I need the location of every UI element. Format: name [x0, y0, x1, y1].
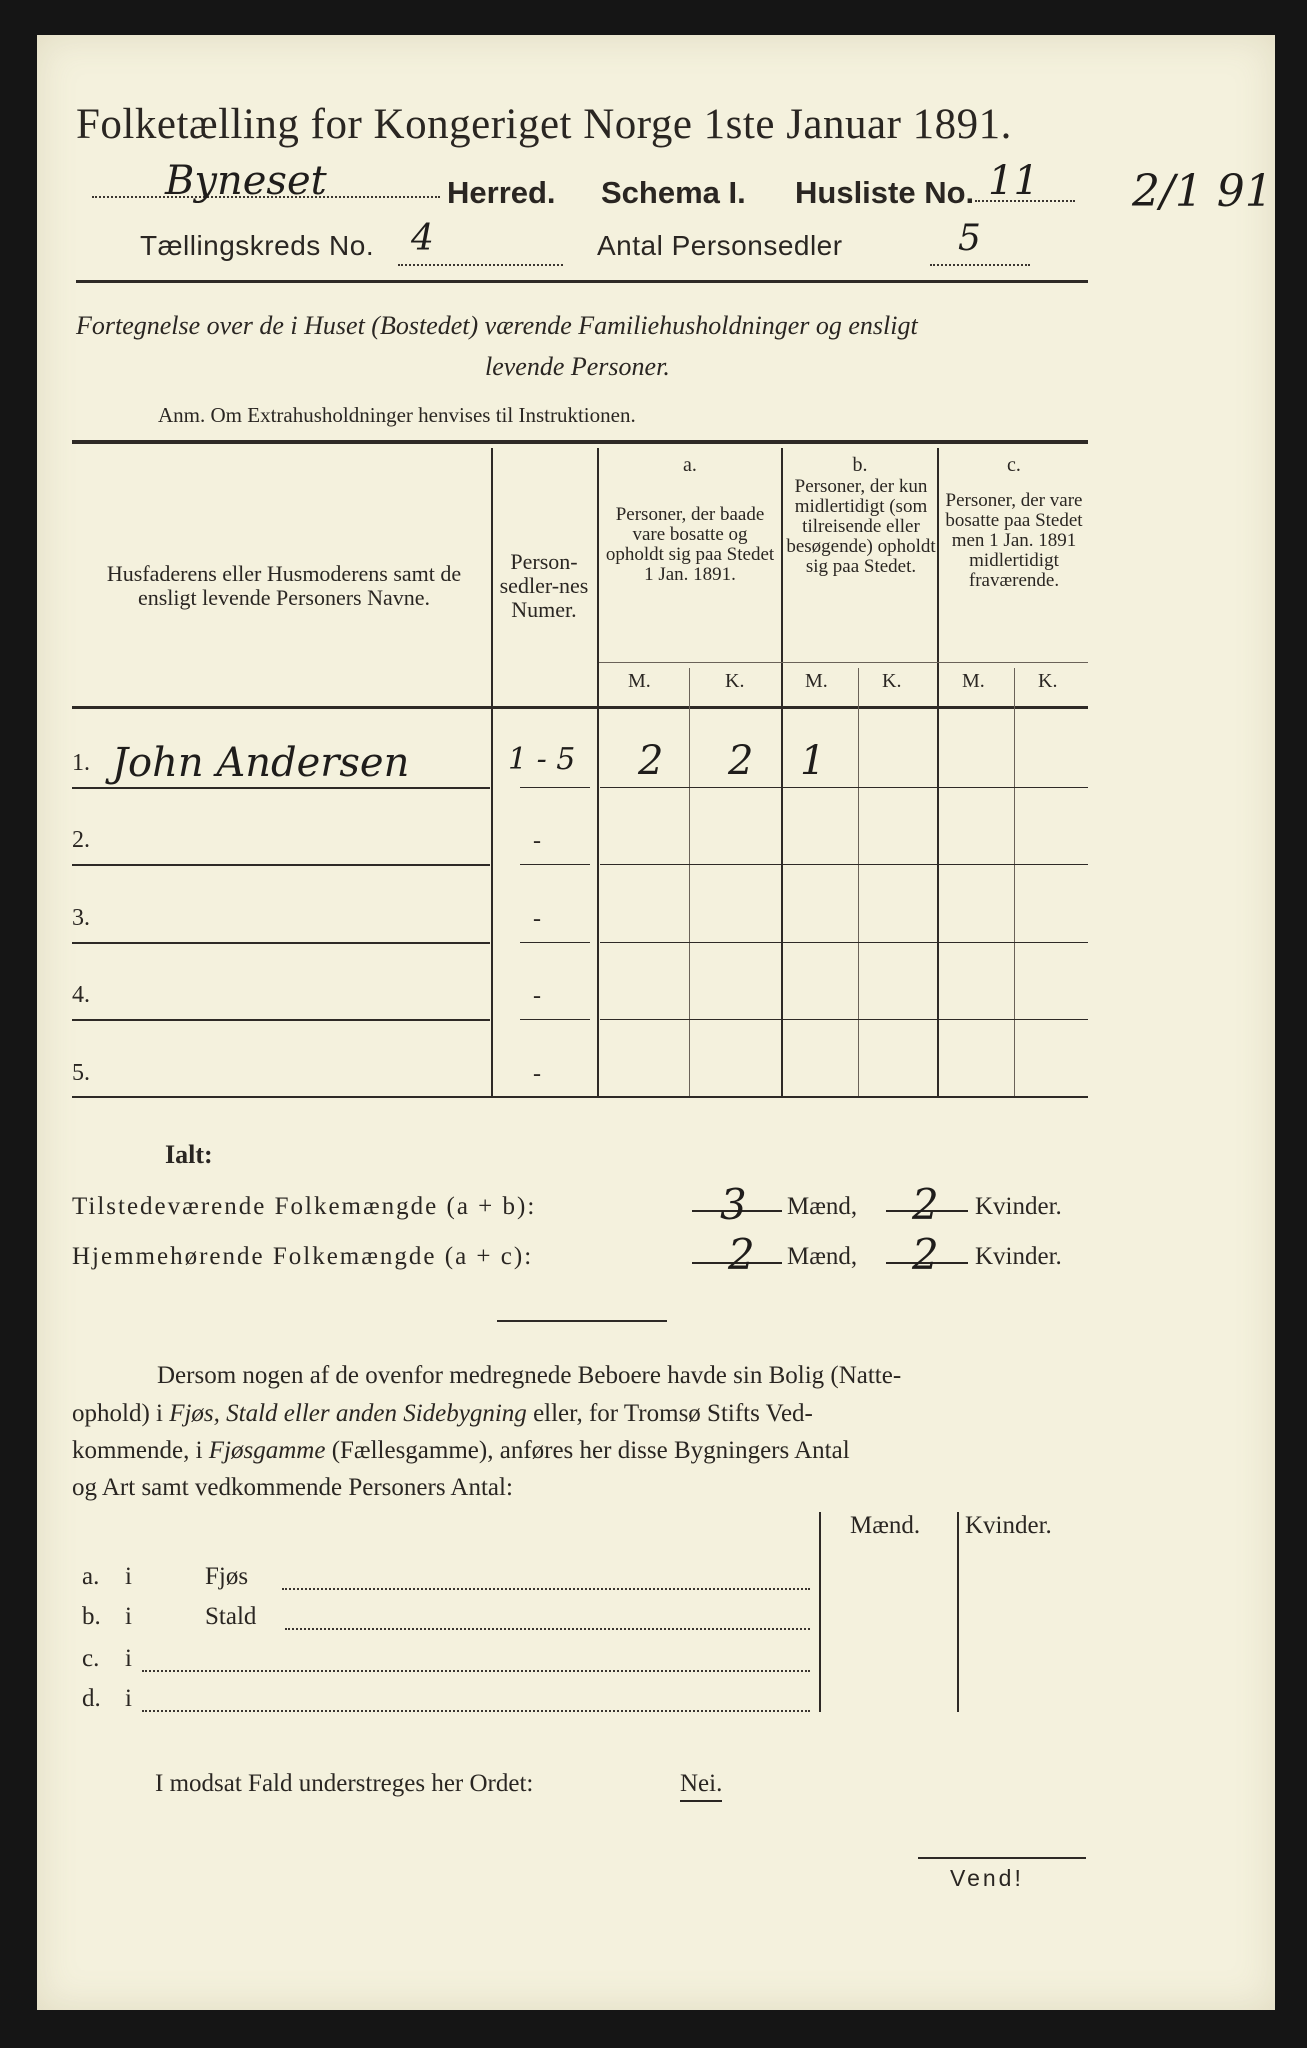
table-bottom-rule	[72, 1096, 1088, 1098]
husliste-value: 11	[988, 158, 1039, 204]
row-number-1: 1.	[72, 750, 90, 776]
row-4-num: -	[533, 983, 541, 1009]
buildings-line-3-c: (Fællesgamme), anføres her disse Bygningers Antal	[325, 1437, 850, 1464]
nei-word: Nei.	[680, 1770, 722, 1802]
row-1-name: John Andersen	[112, 740, 410, 786]
header-rule	[76, 280, 1088, 283]
buildings-line-3-a: kommende, i	[72, 1437, 209, 1464]
personsedler-label: Antal Personsedler	[597, 230, 843, 261]
col-a-k: K.	[725, 670, 745, 692]
building-c-letter: c.	[82, 1645, 100, 1672]
table-top-rule	[72, 440, 1088, 444]
husliste-label: Husliste No.	[795, 175, 975, 210]
buildings-line-1: Dersom nogen af de ovenfor medregnede Beboere havde sin Bolig (Natte-	[157, 1362, 902, 1389]
row-line-3-name	[72, 942, 490, 944]
row-1-a-m: 2	[638, 738, 664, 784]
buildings-line-4: og Art samt vedkommende Personers Antal:	[72, 1474, 513, 1501]
hjemme-kvinder-word: Kvinder.	[975, 1243, 1062, 1270]
tilstede-kvinder-word: Kvinder.	[975, 1193, 1062, 1220]
building-d-letter: d.	[82, 1685, 101, 1712]
hjemme-label: Hjemmehørende Folkemængde (a + c):	[72, 1243, 534, 1270]
row-line-4-name	[72, 1019, 490, 1021]
tilstede-maend-word: Mænd,	[787, 1193, 858, 1220]
corner-note: 2/1 91	[1132, 166, 1273, 217]
hjemme-maend-word: Mænd,	[787, 1243, 858, 1270]
col-header-name: Husfaderens eller Husmoderens samt de ensligt levende Personers Navne.	[106, 561, 462, 610]
table-vline-c-mk	[1014, 668, 1015, 1096]
col-header-num: Person-sedler-nes Numer.	[499, 549, 589, 622]
intro-line-2: levende Personer.	[485, 352, 670, 381]
hjemme-kvinder-value: 2	[912, 1230, 939, 1279]
modsat-text: I modsat Fald understreges her Ordet:	[155, 1770, 534, 1797]
row-line-3-num	[520, 942, 590, 943]
intro-line-1: Fortegnelse over de i Huset (Bostedet) værende Familiehusholdninger og ensligt	[76, 311, 918, 340]
buildings-vline-1	[819, 1512, 821, 1712]
herred-value: Byneset	[165, 158, 327, 204]
buildings-line-2-b: Fjøs, Stald eller anden Sidebygning	[169, 1400, 527, 1427]
buildings-vline-2	[957, 1512, 959, 1712]
taellingskreds-value: 4	[411, 218, 434, 259]
row-line-2-counts	[600, 864, 1088, 865]
schema-label: Schema I.	[601, 175, 746, 210]
building-d-prep: i	[125, 1685, 132, 1712]
row-number-2: 2.	[72, 827, 90, 853]
row-line-2-num	[520, 864, 590, 865]
row-number-4: 4.	[72, 982, 90, 1008]
personsedler-value: 5	[958, 218, 981, 259]
row-line-3-counts	[600, 942, 1088, 943]
buildings-line-2-c: eller, for Tromsø Stifts Ved-	[526, 1400, 813, 1427]
row-line-1-name	[72, 787, 490, 789]
col-b-m: M.	[805, 670, 828, 692]
col-header-a: Personer, der baade vare bosatte og opholdt sig paa Stedet 1 Jan. 1891.	[605, 504, 775, 585]
buildings-line-2-a: ophold) i	[72, 1400, 170, 1427]
row-2-num: -	[533, 828, 541, 854]
col-header-b: Personer, der kun midlertidigt (som tilreisende eller besøgende) opholdt sig paa Stedet.	[786, 476, 936, 577]
row-1-num: 1 - 5	[508, 742, 576, 777]
tilstede-maend-value: 3	[720, 1180, 747, 1229]
hjemme-maend-value: 2	[728, 1230, 755, 1279]
building-b-letter: b.	[82, 1603, 101, 1630]
col-a-m: M.	[628, 670, 651, 692]
buildings-line-3-b: Fjøsgamme	[208, 1437, 326, 1464]
building-c-field	[142, 1650, 810, 1672]
row-line-1-num	[520, 787, 590, 788]
row-line-4-num	[520, 1019, 590, 1020]
form-title: Folketælling for Kongeriget Norge 1ste Januar 1891.	[76, 101, 1012, 148]
col-header-c: Personer, der vare bosatte paa Stedet men 1 Jan. 1891 midlertidigt fraværende.	[945, 490, 1083, 591]
col-c-m: M.	[962, 670, 985, 692]
building-d-field	[142, 1690, 810, 1712]
row-1-b-m: 1	[800, 738, 826, 784]
col-b-k: K.	[882, 670, 902, 692]
tilstede-kvinder-value: 2	[912, 1180, 939, 1229]
building-a-label: Fjøs	[205, 1563, 249, 1590]
col-letter-c: c.	[1007, 454, 1021, 476]
building-b-field	[285, 1608, 810, 1630]
col-c-k: K.	[1038, 670, 1058, 692]
herred-label: Herred.	[447, 175, 556, 210]
building-a-prep: i	[125, 1563, 132, 1590]
col-letter-b: b.	[852, 454, 868, 476]
table-vline-3	[781, 448, 783, 1096]
row-number-5: 5.	[72, 1060, 90, 1086]
building-c-prep: i	[125, 1645, 132, 1672]
anm-note: Anm. Om Extrahusholdninger henvises til Instruktionen.	[158, 403, 636, 427]
table-vline-4	[937, 448, 939, 1096]
row-line-4-counts	[600, 1019, 1088, 1020]
building-a-letter: a.	[82, 1563, 100, 1590]
buildings-line-2	[72, 1400, 813, 1428]
building-b-prep: i	[125, 1603, 132, 1630]
buildings-col-kvinder: Kvinder.	[965, 1512, 1052, 1539]
tilstede-label: Tilstedeværende Folkemængde (a + b):	[72, 1193, 537, 1220]
col-letter-a: a.	[683, 454, 697, 476]
building-a-field	[282, 1568, 810, 1590]
table-vline-b-mk	[858, 668, 859, 1096]
row-5-num: -	[533, 1061, 541, 1087]
vend-rule	[918, 1857, 1086, 1859]
row-number-3: 3.	[72, 905, 90, 931]
buildings-col-maend: Mænd.	[850, 1512, 921, 1539]
table-header-rule	[72, 706, 1088, 709]
section-divider	[497, 1320, 667, 1322]
buildings-line-3	[72, 1437, 850, 1465]
mk-header-rule	[599, 662, 1088, 663]
table-vline-a-mk	[689, 668, 690, 1096]
row-line-1-counts	[600, 787, 1088, 788]
row-1-a-k: 2	[728, 738, 754, 784]
vend-label: Vend!	[950, 1865, 1024, 1891]
table-vline-2	[597, 448, 599, 1096]
building-b-label: Stald	[205, 1603, 257, 1630]
row-line-2-name	[72, 864, 490, 866]
table-vline-1	[491, 448, 493, 1096]
ialt-label: Ialt:	[165, 1140, 213, 1169]
taellingskreds-label: Tællingskreds No.	[140, 230, 375, 261]
row-3-num: -	[533, 906, 541, 932]
